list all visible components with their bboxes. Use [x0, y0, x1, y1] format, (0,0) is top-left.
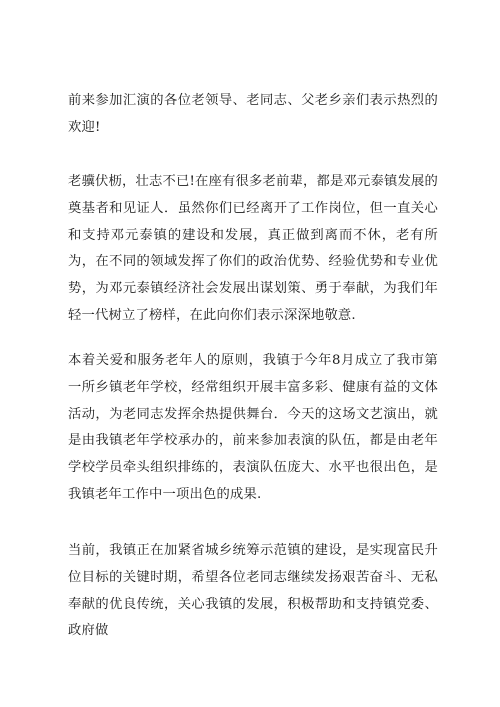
paragraph-welcome: 前来参加汇演的各位老领导、老同志、父老乡亲们表示热烈的欢迎! [68, 93, 438, 135]
paragraph-elder-school: 本着关爱和服务老年人的原则，我镇于今年8月成立了我市第一所乡镇老年学校，经常组织开展丰富多彩、健康有益的文体活动，为老同志发挥余热提供舞台．今天的这场文艺演出，就是由我镇老年学校承办的，前来参加表演的队伍，都是由老年学校学员牵头组织排练的，表演队伍庞大、水平也很出色，是我镇老年工作中一项出色的成果. [68, 353, 438, 502]
paragraph-tribute: 老骥伏枥，壮志不已!在座有很多老前辈，都是邓元泰镇发展的奠基者和见证人．虽然你们已经离开了工作岗位，但一直关心和支持邓元泰镇的建设和发展，真正做到离而不休，老有所为，在不同的领域发挥了你们的政治优势、经验优势和专业优势，为邓元泰镇经济社会发展出谋划策、勇于奉献，为我们年轻一代树立了榜样，在此向你们表示深深地敬意. [68, 174, 438, 323]
paragraph-current-period: 当前，我镇正在加紧省城乡统筹示范镇的建设，是实现富民升位目标的关键时期，希望各位老同志继续发扬艰苦奋斗、无私奉献的优良传统，关心我镇的发展，积极帮助和支持镇党委、政府做 [68, 543, 438, 639]
